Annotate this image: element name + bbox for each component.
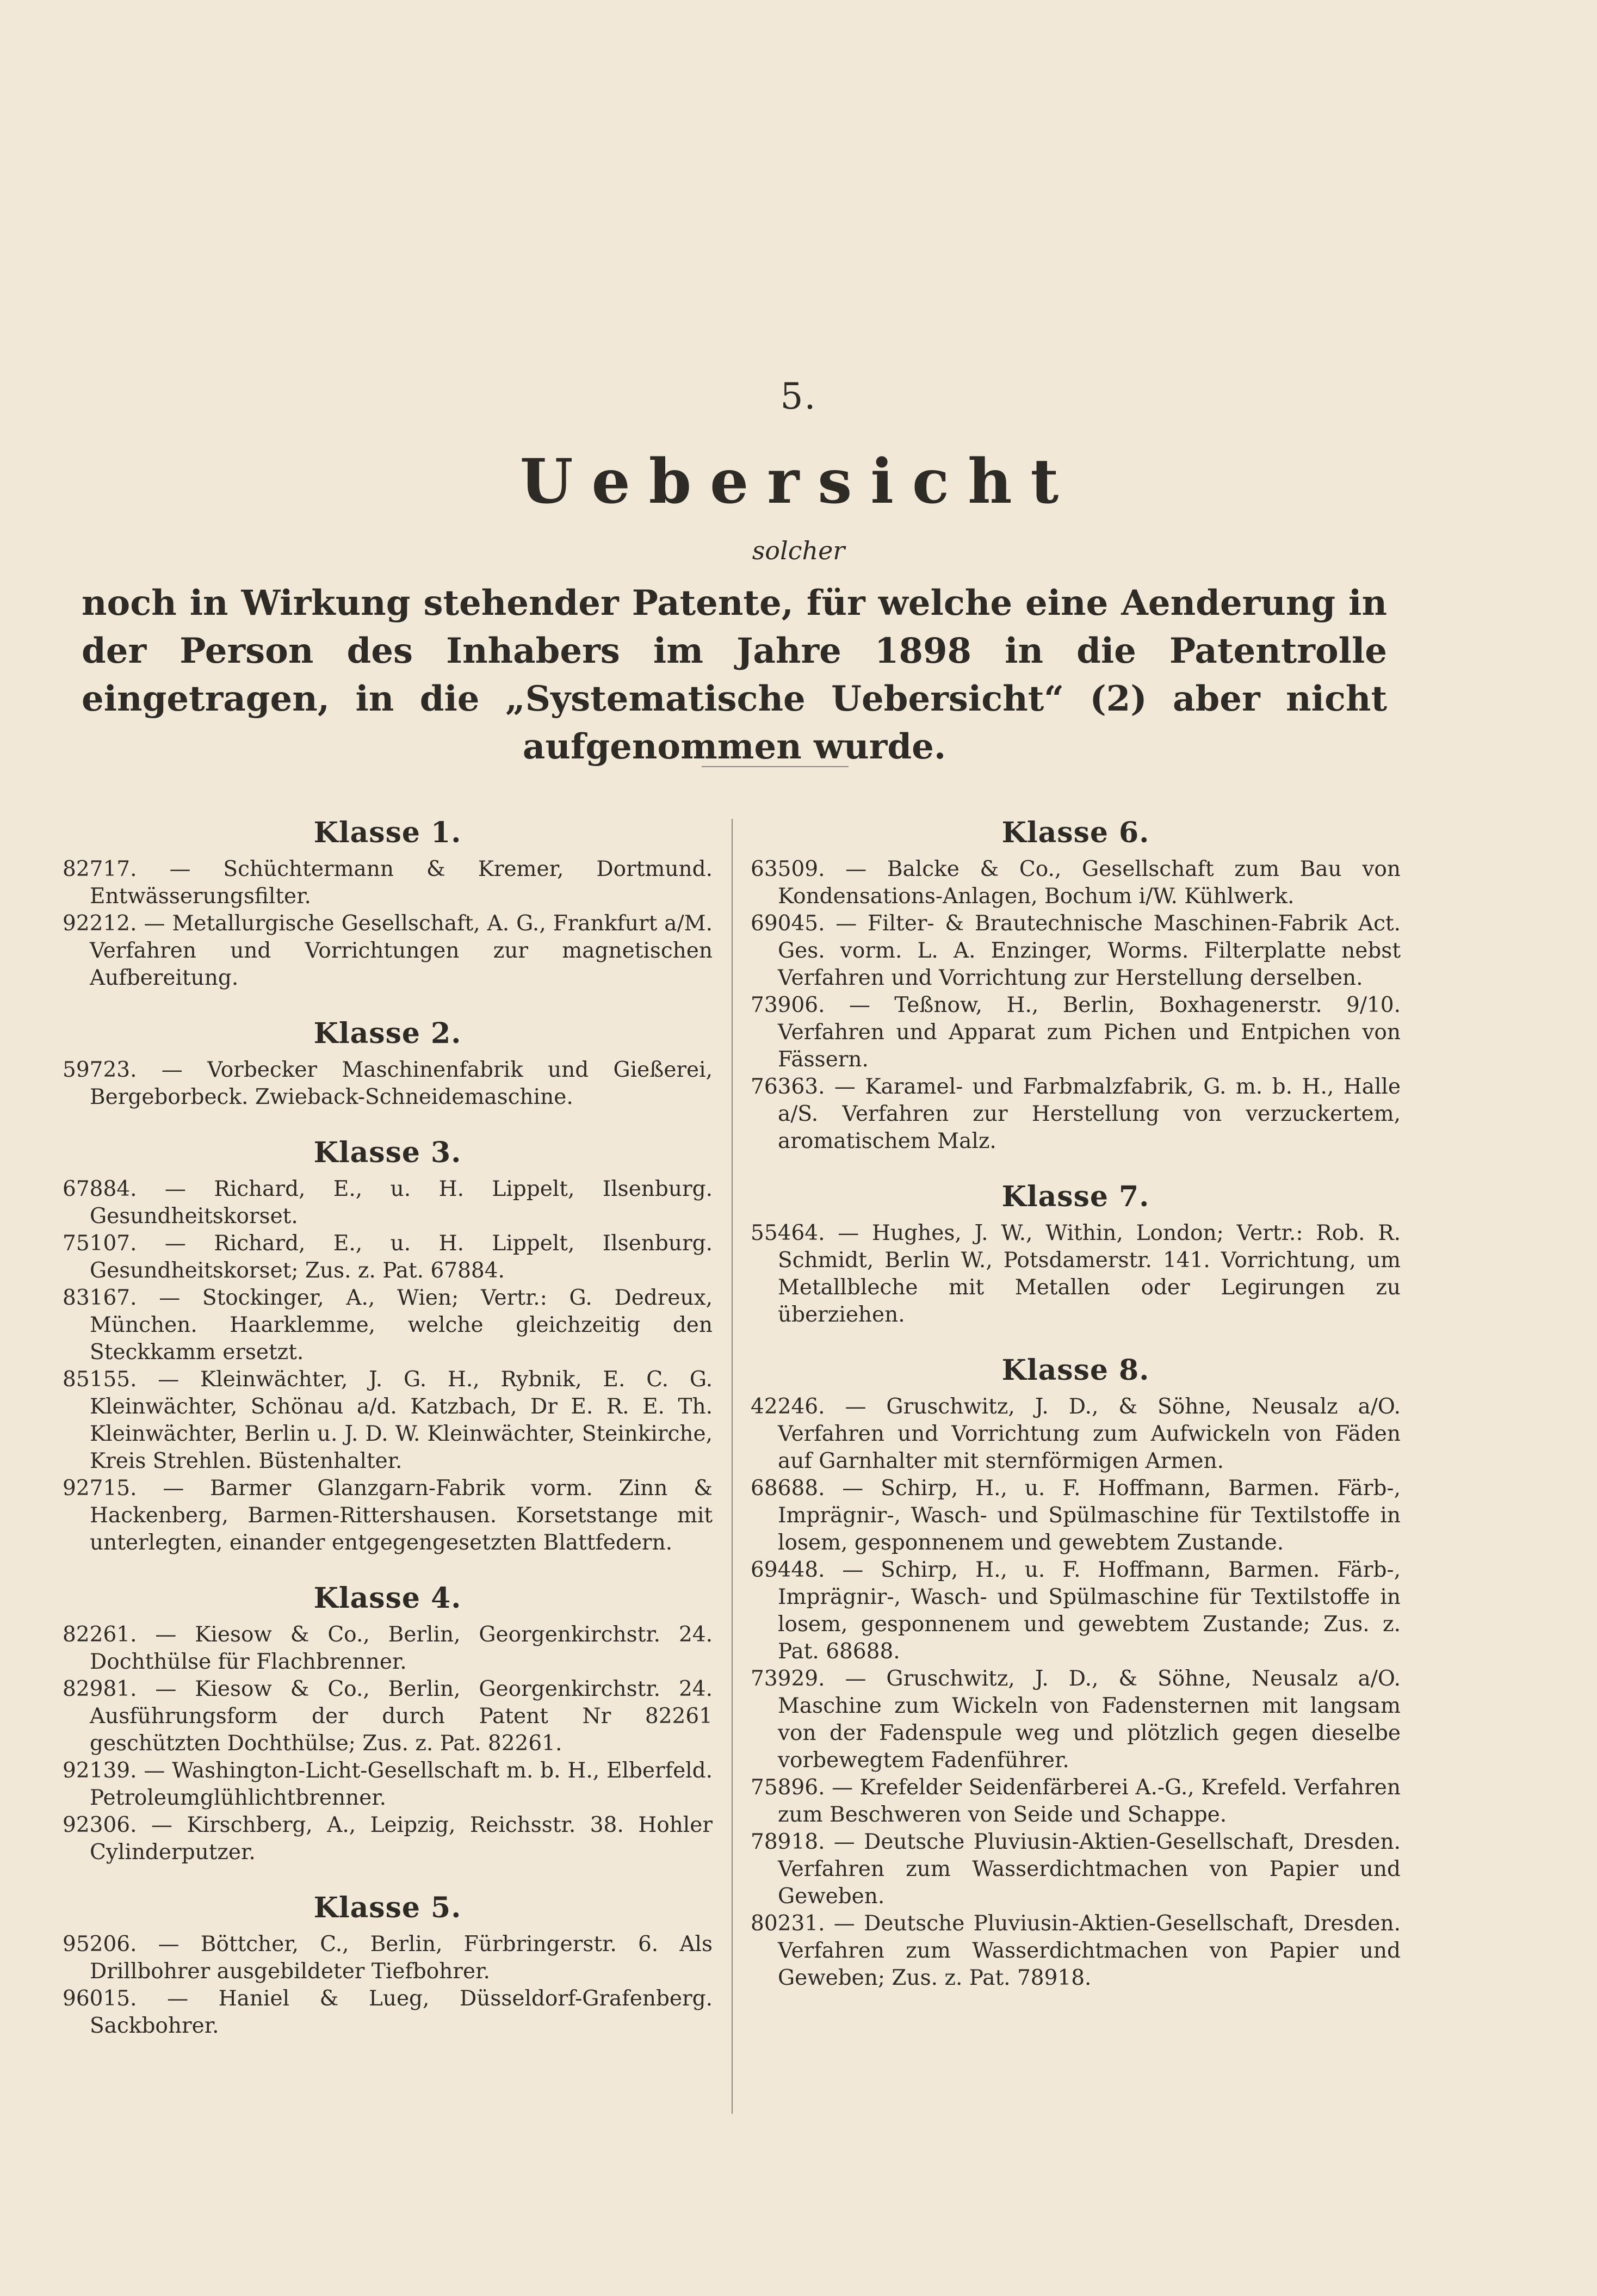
patent-number: 69045. [751,911,825,936]
patent-entry [751,1774,1401,1829]
patent-number: 69448. [751,1558,825,1582]
patent-number: 82717. [63,857,137,881]
patent-number: 92139. [63,1758,137,1783]
patent-entry [63,1757,713,1812]
patent-number: 42246. [751,1394,825,1419]
patent-number: 78918. [751,1830,825,1854]
patent-entry [751,1475,1401,1557]
patent-entry [751,1220,1401,1329]
patent-entry [751,992,1401,1073]
patent-entry [63,1812,713,1866]
section-title: Klasse 5. [313,1891,462,1924]
page-title: Uebersicht [519,446,1078,517]
patent-text: — Teßnow, H., Berlin, Boxhagenerstr. 9/10. Verfahren und Apparat zum Pichen und Entpichen von Fässern. [778,993,1401,1072]
patent-text: — Balcke & Co., Gesellschaft zum Bau von Kondensations-Anlagen, Bochum i/W. Kühlwerk. [778,857,1401,909]
page-number: 5. [780,375,817,417]
patent-text: — Haniel & Lueg, Düsseldorf-Grafenberg. Sackbohrer. [90,1986,713,2038]
patent-entry [63,1931,713,1985]
patent-text: — Kleinwächter, J. G. H., Rybnik, E. C. G. Kleinwächter, Schönau a/d. Katzbach, Dr E. R. E. Th. Kleinwächter, Berlin u. J. D. W. Kleinwächter, Steinkirche, Kreis Strehlen. Büstenhalter. [90,1367,713,1473]
patent-text: — Schüchtermann & Kremer, Dortmund. Entwässerungsfilter. [90,857,713,909]
patent-text: — Schirp, H., u. F. Hoffmann, Barmen. Färb-, Imprägnir-, Wasch- und Spülmaschine für Textilstoffe in losem, gesponnenem und gewebtem Zustande. [778,1476,1401,1555]
patent-text: — Vorbecker Maschinenfabrik und Gießerei, Bergeborbeck. Zwieback-Schneidemaschine. [90,1058,713,1109]
patent-entry [63,1475,713,1557]
patent-text: — Karamel- und Farbmalzfabrik, G. m. b. H., Halle a/S. Verfahren zur Herstellung von verzuckertem, aromatischem Malz. [778,1075,1401,1153]
section-title: Klasse 4. [313,1582,462,1615]
patent-entry [751,1557,1401,1665]
patent-number: 59723. [63,1058,137,1082]
patent-number: 95206. [63,1932,137,1956]
patent-text: — Richard, E., u. H. Lippelt, Ilsenburg. Gesundheitskorset; Zus. z. Pat. 67884. [90,1231,713,1283]
klasse-section [63,1136,713,1557]
patent-text: — Richard, E., u. H. Lippelt, Ilsenburg. Gesundheitskorset. [90,1177,713,1229]
klasse-section [63,1017,713,1111]
title-divider [702,766,849,767]
patent-text: — Filter- & Brautechnische Maschinen-Fabrik Act. Ges. vorm. L. A. Enzinger, Worms. Filterplatte nebst Verfahren und Vorrichtung zur Herstellung derselben. [778,911,1401,990]
patent-number: 96015. [63,1986,137,2011]
patent-text: — Deutsche Pluviusin-Aktien-Gesellschaft, Dresden. Verfahren zum Wasserdichtmachen von Papier und Geweben. [778,1830,1401,1909]
patent-number: 75107. [63,1231,137,1256]
section-title: Klasse 2. [313,1017,462,1050]
patent-entry [63,1285,713,1366]
patent-number: 75896. [751,1775,825,1800]
klasse-section [751,1180,1401,1329]
section-title: Klasse 1. [313,816,462,849]
patent-entry [63,1057,713,1111]
klasse-section [751,816,1401,1155]
patent-text: — Schirp, H., u. F. Hoffmann, Barmen. Färb-, Imprägnir-, Wasch- und Spülmaschine für Textilstoffe in losem, gesponnenem und gewebtem Zustande; Zus. z. Pat. 68688. [778,1558,1401,1664]
patent-number: 80231. [751,1911,825,1936]
patent-entry [63,856,713,910]
patent-number: 85155. [63,1367,137,1392]
patent-number: 63509. [751,857,825,881]
column-divider [732,819,733,2114]
patent-entry [751,1910,1401,1992]
patent-number: 92212. [63,911,137,936]
patent-entry [63,1366,713,1475]
klasse-section [751,1354,1401,1992]
patent-text: — Gruschwitz, J. D., & Söhne, Neusalz a/O. Verfahren und Vorrichtung zum Aufwickeln von Fäden auf Garnhalter mit sternförmigen Armen. [778,1394,1401,1473]
section-title: Klasse 8. [1001,1354,1150,1387]
patent-number: 83167. [63,1286,137,1310]
left-column [63,816,713,2065]
patent-entry [751,1665,1401,1774]
section-title: Klasse 7. [1001,1180,1150,1213]
patent-text: — Deutsche Pluviusin-Aktien-Gesellschaft, Dresden. Verfahren zum Wasserdichtmachen von Papier und Geweben; Zus. z. Pat. 78918. [778,1911,1401,1990]
klasse-section [63,1582,713,1866]
patent-text: — Washington-Licht-Gesellschaft m. b. H., Elberfeld. Petroleumglühlichtbrenner. [90,1758,713,1810]
patent-entry [63,1230,713,1285]
patent-number: 92306. [63,1813,137,1837]
intro-paragraph: noch in Wirkung stehender Patente, für welche eine Aenderung in der Person des Inhabers im Jahre 1898 in die Patentrolle eingetragen, in die „Systematische Uebersicht“ (2) aber nicht aufgenommen wurde. [82,583,1387,767]
patent-number: 73906. [751,993,825,1017]
patent-number: 55464. [751,1221,825,1245]
patent-text: — Böttcher, C., Berlin, Fürbringerstr. 6. Als Drillbohrer ausgebildeter Tiefbohrer. [90,1932,713,1984]
patent-entry [63,1621,713,1676]
patent-entry [751,1073,1401,1155]
klasse-section [63,816,713,992]
patent-number: 68688. [751,1476,825,1501]
patent-number: 76363. [751,1075,825,1099]
page-subtitle: solcher [752,536,845,565]
patent-text: — Kirschberg, A., Leipzig, Reichsstr. 38. Hohler Cylinderputzer. [90,1813,713,1865]
patent-text: — Barmer Glanzgarn-Fabrik vorm. Zinn & Hackenberg, Barmen-Rittershausen. Korsetstange mit unterlegten, einander entgegengesetzten Blattfedern. [90,1476,713,1555]
patent-number: 82261. [63,1622,137,1647]
patent-text: — Stockinger, A., Wien; Vertr.: G. Dedreux, München. Haarklemme, welche gleichzeitig den Steckkamm ersetzt. [90,1286,713,1365]
patent-entry [63,910,713,992]
patent-entry [751,1393,1401,1475]
patent-entry [63,1676,713,1757]
patent-number: 67884. [63,1177,137,1201]
section-title: Klasse 3. [313,1136,462,1169]
patent-entry [751,1829,1401,1910]
patent-entry [751,910,1401,992]
patent-text: — Metallurgische Gesellschaft, A. G., Frankfurt a/M. Verfahren und Vorrichtungen zur magnetischen Aufbereitung. [90,911,713,990]
right-column [751,816,1401,2017]
patent-entry [63,1176,713,1230]
patent-entry [751,856,1401,910]
section-title: Klasse 6. [1001,816,1150,849]
patent-number: 73929. [751,1667,825,1691]
patent-text: — Krefelder Seidenfärberei A.-G., Krefeld. Verfahren zum Beschweren von Seide und Schappe. [778,1775,1401,1827]
patent-number: 92715. [63,1476,137,1501]
klasse-section [63,1891,713,2040]
patent-text: — Hughes, J. W., Within, London; Vertr.: Rob. R. Schmidt, Berlin W., Potsdamerstr. 141. Vorrichtung, um Metallbleche mit Metallen oder Legirungen zu überziehen. [778,1221,1401,1327]
patent-text: — Gruschwitz, J. D., & Söhne, Neusalz a/O. Maschine zum Wickeln von Fadensternen mit langsam von der Fadenspule weg und plötzlich gegen dieselbe vorbewegtem Fadenführer. [778,1667,1401,1773]
patent-text: — Kiesow & Co., Berlin, Georgenkirchstr. 24. Ausführungsform der durch Patent Nr 82261 geschützten Dochthülse; Zus. z. Pat. 82261. [90,1677,713,1756]
patent-text: — Kiesow & Co., Berlin, Georgenkirchstr. 24. Dochthülse für Flachbrenner. [90,1622,713,1674]
patent-entry [63,1985,713,2040]
patent-number: 82981. [63,1677,137,1701]
